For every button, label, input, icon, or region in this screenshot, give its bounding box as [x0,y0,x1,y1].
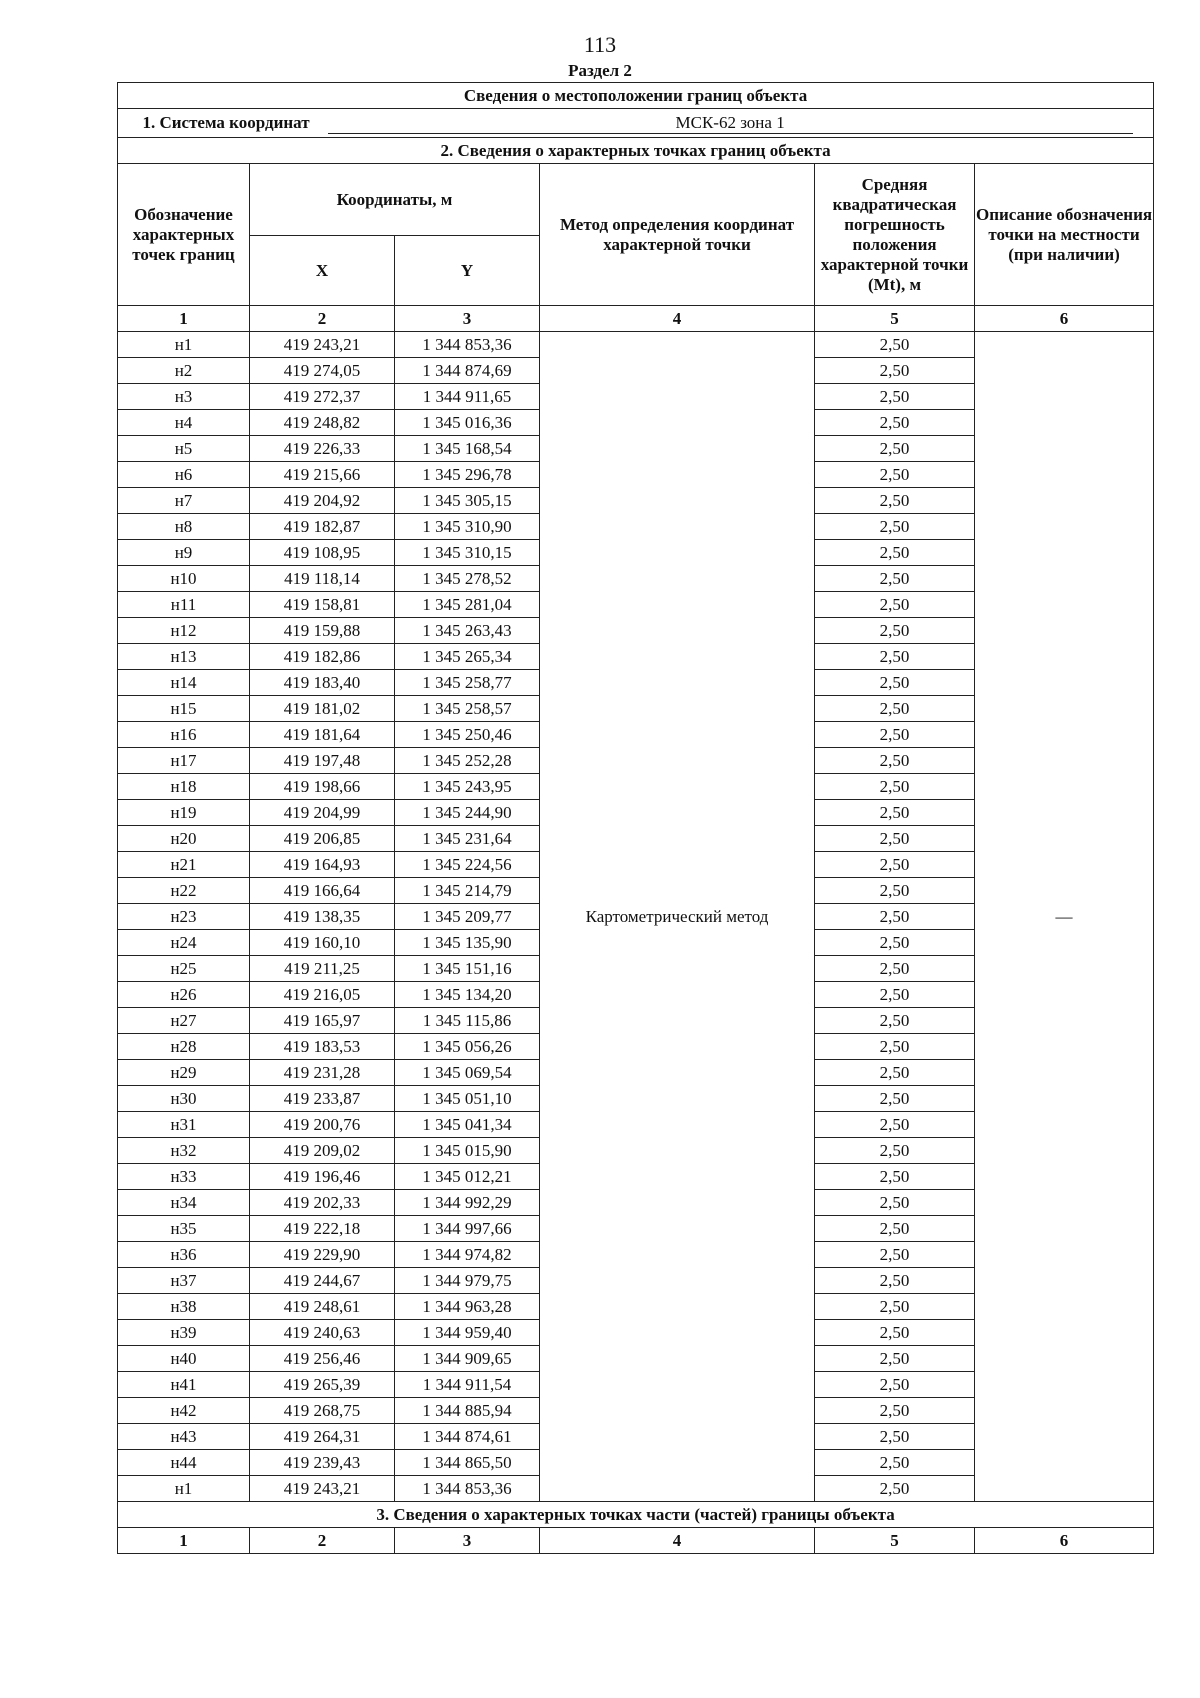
mt-value: 2,50 [815,670,975,696]
mt-value: 2,50 [815,696,975,722]
column-numbers-row [118,1528,1154,1554]
point-id: н37 [118,1268,250,1294]
mt-value: 2,50 [815,1216,975,1242]
coord-x: 419 182,86 [250,644,395,670]
coord-x: 419 182,87 [250,514,395,540]
coord-y: 1 344 909,65 [395,1346,540,1372]
coord-x: 419 231,28 [250,1060,395,1086]
mt-value: 2,50 [815,748,975,774]
coord-x: 419 197,48 [250,748,395,774]
point-id: н28 [118,1034,250,1060]
coord-x: 419 244,67 [250,1268,395,1294]
coord-y: 1 345 265,34 [395,644,540,670]
point-id: н32 [118,1138,250,1164]
coord-x: 419 239,43 [250,1450,395,1476]
coord-y: 1 345 310,15 [395,540,540,566]
coordinate-system-value: МСК-62 зона 1 [328,113,1133,134]
point-id: н11 [118,592,250,618]
column-number: 2 [250,1528,395,1554]
point-id: н8 [118,514,250,540]
section-title: Раздел 2 [568,61,632,80]
subsection2-title: 2. Сведения о характерных точках границ объекта [118,138,1154,164]
mt-value: 2,50 [815,514,975,540]
point-id: н27 [118,1008,250,1034]
point-id: н31 [118,1112,250,1138]
boundary-points-table [117,82,1154,1554]
point-id: н24 [118,930,250,956]
mt-value: 2,50 [815,540,975,566]
coord-y: 1 344 853,36 [395,332,540,358]
point-id: н21 [118,852,250,878]
mt-value: 2,50 [815,800,975,826]
coord-x: 419 118,14 [250,566,395,592]
coord-x: 419 108,95 [250,540,395,566]
coord-y: 1 345 051,10 [395,1086,540,1112]
coord-x: 419 248,61 [250,1294,395,1320]
mt-value: 2,50 [815,332,975,358]
mt-value: 2,50 [815,1476,975,1502]
coord-y: 1 344 911,65 [395,384,540,410]
coord-x: 419 181,02 [250,696,395,722]
coord-x: 419 138,35 [250,904,395,930]
coord-x: 419 272,37 [250,384,395,410]
coord-y: 1 344 853,36 [395,1476,540,1502]
mt-value: 2,50 [815,592,975,618]
coord-y: 1 345 135,90 [395,930,540,956]
coord-x: 419 202,33 [250,1190,395,1216]
column-number: 2 [250,306,395,332]
point-id: н42 [118,1398,250,1424]
point-id: н17 [118,748,250,774]
coord-y: 1 344 992,29 [395,1190,540,1216]
coord-x: 419 268,75 [250,1398,395,1424]
mt-value: 2,50 [815,878,975,904]
coord-y: 1 345 041,34 [395,1112,540,1138]
coord-y: 1 345 250,46 [395,722,540,748]
column-number: 6 [975,1528,1154,1554]
point-id: н16 [118,722,250,748]
point-id: н20 [118,826,250,852]
coord-x: 419 165,97 [250,1008,395,1034]
point-id: н34 [118,1190,250,1216]
point-id: н2 [118,358,250,384]
mt-value: 2,50 [815,566,975,592]
coord-y: 1 345 258,57 [395,696,540,722]
coord-x: 419 243,21 [250,332,395,358]
point-id: н7 [118,488,250,514]
mt-value: 2,50 [815,1190,975,1216]
point-id: н41 [118,1372,250,1398]
coord-y: 1 345 278,52 [395,566,540,592]
coord-x: 419 158,81 [250,592,395,618]
coord-x: 419 209,02 [250,1138,395,1164]
coord-y: 1 345 012,21 [395,1164,540,1190]
coord-y: 1 344 959,40 [395,1320,540,1346]
coord-y: 1 344 911,54 [395,1372,540,1398]
point-id: н10 [118,566,250,592]
coord-x: 419 226,33 [250,436,395,462]
coord-y: 1 345 168,54 [395,436,540,462]
mt-value: 2,50 [815,1320,975,1346]
mt-value: 2,50 [815,1112,975,1138]
coord-y: 1 344 874,61 [395,1424,540,1450]
coord-y: 1 345 231,64 [395,826,540,852]
coord-y: 1 344 865,50 [395,1450,540,1476]
point-id: н1 [118,1476,250,1502]
coord-x: 419 243,21 [250,1476,395,1502]
coord-x: 419 166,64 [250,878,395,904]
mt-value: 2,50 [815,1086,975,1112]
coord-x: 419 248,82 [250,410,395,436]
subsection3-title: 3. Сведения о характерных точках части (частей) границы объекта [118,1502,1154,1528]
column-number: 1 [118,1528,250,1554]
point-id: н5 [118,436,250,462]
coord-y: 1 345 244,90 [395,800,540,826]
mt-value: 2,50 [815,618,975,644]
header-description: Описание обозначения точки на местности (при наличии) [975,164,1154,306]
coord-y: 1 344 885,94 [395,1398,540,1424]
coord-x: 419 160,10 [250,930,395,956]
mt-value: 2,50 [815,488,975,514]
point-id: н3 [118,384,250,410]
point-id: н36 [118,1242,250,1268]
mt-value: 2,50 [815,956,975,982]
mt-value: 2,50 [815,1346,975,1372]
coord-x: 419 274,05 [250,358,395,384]
mt-value: 2,50 [815,1398,975,1424]
point-id: н19 [118,800,250,826]
column-number: 3 [395,306,540,332]
coord-y: 1 345 115,86 [395,1008,540,1034]
mt-value: 2,50 [815,1242,975,1268]
coord-x: 419 159,88 [250,618,395,644]
column-numbers-row [118,306,1154,332]
coord-x: 419 183,40 [250,670,395,696]
point-id: н25 [118,956,250,982]
point-id: н40 [118,1346,250,1372]
column-number: 4 [540,306,815,332]
column-number: 3 [395,1528,540,1554]
point-id: н44 [118,1450,250,1476]
coord-y: 1 345 243,95 [395,774,540,800]
mt-value: 2,50 [815,1372,975,1398]
mt-value: 2,50 [815,644,975,670]
header-method: Метод определения координат характерной точки [540,164,815,306]
mt-value: 2,50 [815,410,975,436]
point-id: н22 [118,878,250,904]
mt-value: 2,50 [815,852,975,878]
coord-x: 419 264,31 [250,1424,395,1450]
coord-y: 1 345 305,15 [395,488,540,514]
mt-value: 2,50 [815,384,975,410]
header-x: X [250,236,395,306]
page-number: 113 [583,32,617,57]
coord-x: 419 206,85 [250,826,395,852]
coord-x: 419 183,53 [250,1034,395,1060]
mt-value: 2,50 [815,826,975,852]
point-id: н26 [118,982,250,1008]
mt-value: 2,50 [815,1450,975,1476]
coord-x: 419 198,66 [250,774,395,800]
coord-y: 1 344 979,75 [395,1268,540,1294]
point-id: н18 [118,774,250,800]
description-cell: — [975,332,1154,1502]
coord-x: 419 229,90 [250,1242,395,1268]
method-cell: Картометрический метод [540,332,815,1502]
mt-value: 2,50 [815,1034,975,1060]
mt-value: 2,50 [815,1008,975,1034]
point-id: н4 [118,410,250,436]
point-id: н43 [118,1424,250,1450]
mt-value: 2,50 [815,358,975,384]
point-id: н14 [118,670,250,696]
point-id: н39 [118,1320,250,1346]
mt-value: 2,50 [815,1164,975,1190]
coordinate-system-row [118,109,1154,138]
coord-y: 1 344 974,82 [395,1242,540,1268]
column-number: 4 [540,1528,815,1554]
mt-value: 2,50 [815,722,975,748]
point-id: н35 [118,1216,250,1242]
mt-value: 2,50 [815,930,975,956]
coord-x: 419 204,99 [250,800,395,826]
coordinate-system-label: 1. Система координат [142,112,310,132]
coord-x: 419 215,66 [250,462,395,488]
mt-value: 2,50 [815,774,975,800]
coord-x: 419 222,18 [250,1216,395,1242]
coord-y: 1 345 252,28 [395,748,540,774]
point-id: н33 [118,1164,250,1190]
coord-x: 419 181,64 [250,722,395,748]
coord-y: 1 345 214,79 [395,878,540,904]
coord-x: 419 196,46 [250,1164,395,1190]
coord-x: 419 240,63 [250,1320,395,1346]
mt-value: 2,50 [815,1268,975,1294]
column-number: 1 [118,306,250,332]
coord-y: 1 345 015,90 [395,1138,540,1164]
mt-value: 2,50 [815,436,975,462]
mt-value: 2,50 [815,1424,975,1450]
coord-x: 419 204,92 [250,488,395,514]
coord-y: 1 344 874,69 [395,358,540,384]
coord-y: 1 345 296,78 [395,462,540,488]
coord-y: 1 345 258,77 [395,670,540,696]
mt-value: 2,50 [815,904,975,930]
point-id: н6 [118,462,250,488]
coord-y: 1 344 997,66 [395,1216,540,1242]
point-id: н30 [118,1086,250,1112]
mt-value: 2,50 [815,1060,975,1086]
coord-y: 1 345 209,77 [395,904,540,930]
coord-y: 1 345 281,04 [395,592,540,618]
header-y: Y [395,236,540,306]
point-id: н12 [118,618,250,644]
coord-x: 419 265,39 [250,1372,395,1398]
coord-y: 1 345 224,56 [395,852,540,878]
point-id: н13 [118,644,250,670]
coord-y: 1 344 963,28 [395,1294,540,1320]
coord-y: 1 345 151,16 [395,956,540,982]
header-coordinates: Координаты, м [250,164,540,236]
column-number: 6 [975,306,1154,332]
coord-y: 1 345 056,26 [395,1034,540,1060]
coord-x: 419 164,93 [250,852,395,878]
header-designation: Обозначение характерных точек границ [118,164,250,306]
point-id: н38 [118,1294,250,1320]
header-error: Средняя квадратическая погрешность положения характерной точки (Mt), м [815,164,975,306]
column-number: 5 [815,306,975,332]
column-number: 5 [815,1528,975,1554]
coord-x: 419 256,46 [250,1346,395,1372]
point-id: н23 [118,904,250,930]
coord-y: 1 345 016,36 [395,410,540,436]
mt-value: 2,50 [815,1138,975,1164]
coord-y: 1 345 310,90 [395,514,540,540]
coord-x: 419 216,05 [250,982,395,1008]
table-row [118,332,1154,358]
coord-y: 1 345 134,20 [395,982,540,1008]
coord-x: 419 211,25 [250,956,395,982]
point-id: н15 [118,696,250,722]
mt-value: 2,50 [815,1294,975,1320]
mt-value: 2,50 [815,982,975,1008]
point-id: н29 [118,1060,250,1086]
mt-value: 2,50 [815,462,975,488]
coord-x: 419 200,76 [250,1112,395,1138]
point-id: н1 [118,332,250,358]
table-title: Сведения о местоположении границ объекта [118,83,1154,109]
coord-y: 1 345 069,54 [395,1060,540,1086]
coord-y: 1 345 263,43 [395,618,540,644]
point-id: н9 [118,540,250,566]
coord-x: 419 233,87 [250,1086,395,1112]
